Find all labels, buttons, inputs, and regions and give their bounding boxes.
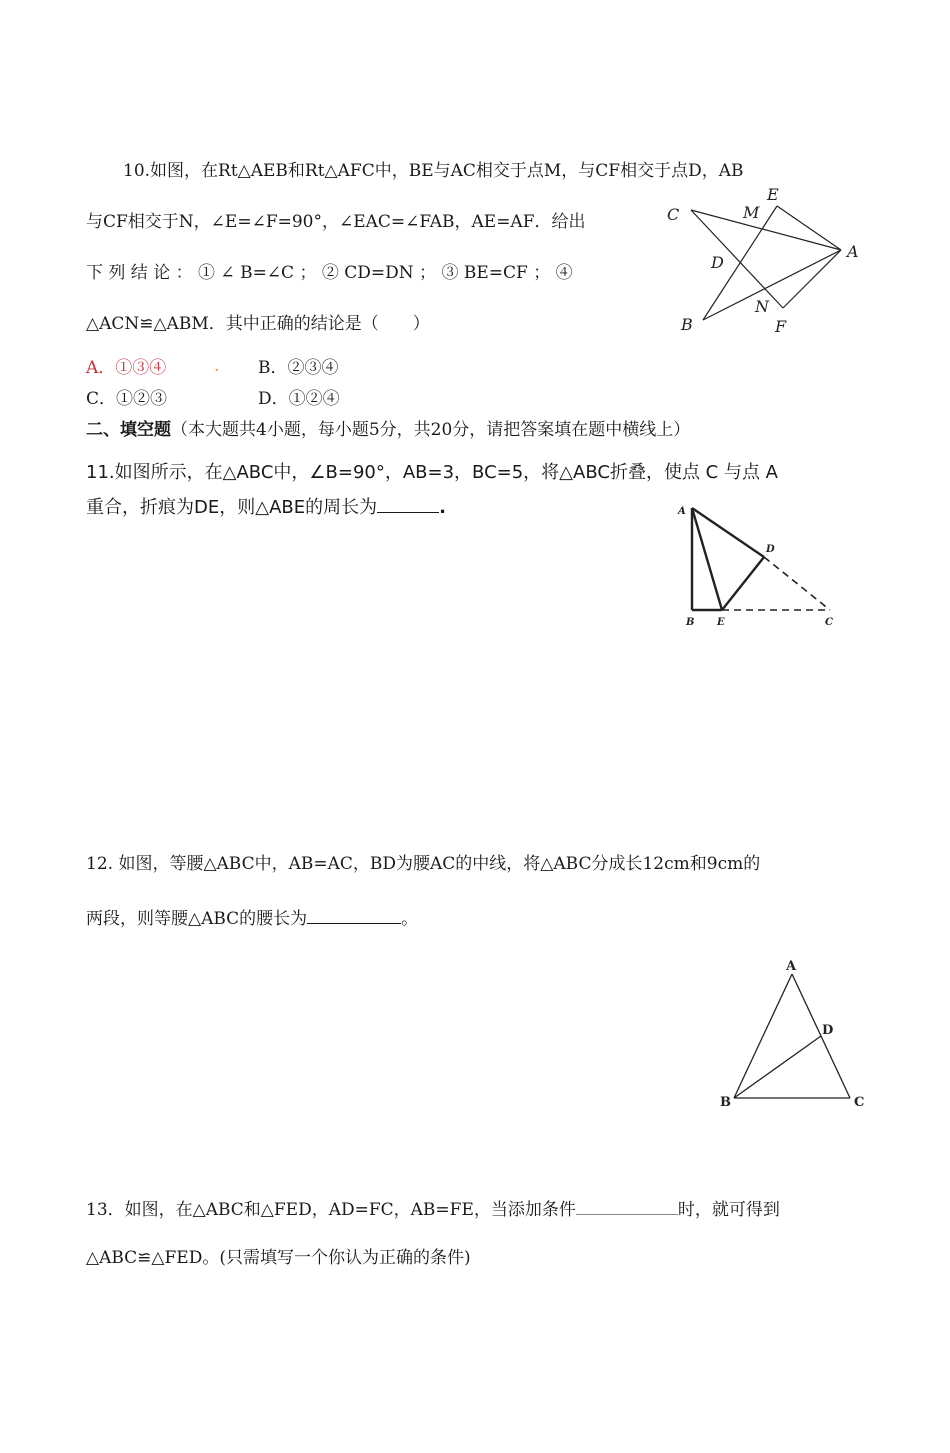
q10-option-b: B．②③④ (258, 358, 339, 378)
label-C: C (854, 1095, 865, 1110)
q10-line-3: 下 列 结 论 ： ① ∠ B=∠C ； ② CD=DN ； ③ BE=CF ； ④ (86, 263, 573, 283)
q11-figure (672, 500, 847, 635)
q13-text: 13．如图，在△ABC和△FED，AD=FC，AB=FE，当添加条件 (86, 1200, 576, 1220)
q10-option-c: C．①②③ (86, 389, 168, 409)
side-AB (734, 974, 792, 1098)
label-D: D (822, 1023, 834, 1038)
median-BD (734, 1036, 821, 1098)
section-2-note: （本大题共4小题，每小题5分，共20分，请把答案填在题中横线上） (171, 420, 691, 440)
label-B: B (686, 617, 695, 628)
q10-figure (655, 180, 870, 340)
orange-dot-mark: . (214, 356, 220, 376)
label-A: A (678, 506, 686, 517)
label-M: M (743, 203, 760, 222)
q10-option-d: D．①②④ (258, 389, 340, 409)
label-D: D (766, 544, 775, 555)
q10-line-1: 10.如图，在Rt△AEB和Rt△AFC中，BE与AC相交于点M，与CF相交于点D，AB (123, 161, 744, 181)
line-EA (777, 206, 841, 250)
dashed-DC (764, 557, 830, 610)
fold-line-ED (722, 557, 764, 610)
section-2-heading-line (86, 419, 690, 441)
q10-line-4: △ACN≌△ABM．其中正确的结论是（ ） (86, 314, 430, 334)
q13-line-1 (86, 1196, 780, 1221)
q11-line-1: 11.如图所示，在△ABC中，∠B=90°，AB=3，BC=5，将△ABC折叠，使点 C 与点 A (86, 462, 778, 483)
line-CF (691, 210, 783, 308)
label-B: B (720, 1095, 731, 1110)
line-FA (783, 250, 841, 308)
q13-line-2: △ABC≌△FED。(只需填写一个你认为正确的条件) (86, 1248, 471, 1268)
label-D: D (711, 253, 724, 272)
label-E: E (767, 185, 779, 204)
q13-answer-blank[interactable] (576, 1196, 678, 1215)
q10-option-a: A．①③④ (86, 358, 167, 378)
q12-figure (712, 952, 872, 1112)
label-F: F (775, 317, 787, 336)
q11-line-2 (86, 494, 446, 519)
section-2-title: 二、填空题 (86, 420, 171, 440)
label-A: A (786, 959, 797, 974)
line-CA (691, 210, 841, 250)
q12-end-mark: 。 (401, 909, 419, 929)
q11-text: 重合，折痕为DE，则△ABE的周长为 (86, 497, 378, 518)
label-C: C (667, 205, 680, 224)
label-B: B (681, 315, 693, 334)
q10-line-2: 与CF相交于N，∠E=∠F=90°，∠EAC=∠FAB，AE=AF．给出 (86, 212, 586, 232)
q12-line-1: 12. 如图，等腰△ABC中，AB=AC，BD为腰AC的中线，将△ABC分成长12cm和9cm的 (86, 854, 761, 874)
q12-line-2 (86, 905, 418, 930)
q12-answer-blank[interactable] (307, 905, 401, 924)
label-N: N (755, 297, 769, 316)
segment-AE (692, 508, 722, 610)
label-E: E (717, 617, 725, 628)
q11-answer-blank[interactable] (377, 494, 439, 513)
q13-text-end: 时，就可得到 (677, 1200, 780, 1220)
segment-AD (692, 508, 764, 557)
label-C: C (825, 617, 833, 628)
q12-text: 两段，则等腰△ABC的腰长为 (86, 909, 308, 929)
q11-end-period: . (439, 497, 446, 518)
label-A: A (847, 242, 859, 261)
